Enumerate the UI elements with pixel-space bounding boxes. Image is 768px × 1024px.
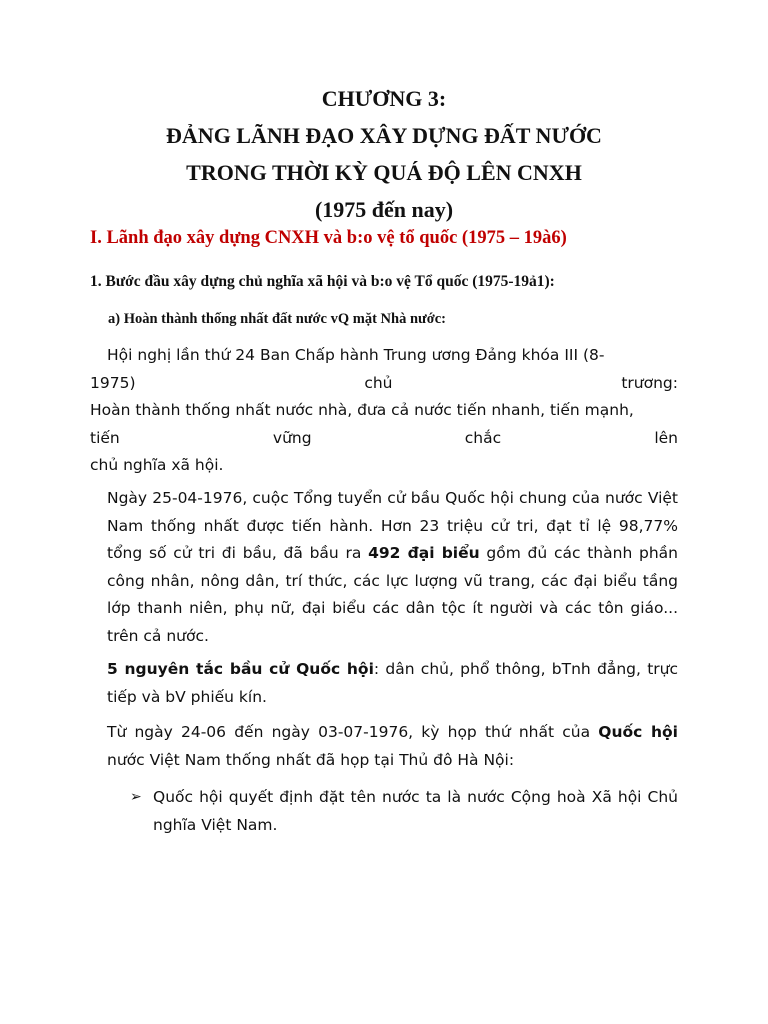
chapter-title-line1: CHƯƠNG 3:: [321, 86, 447, 111]
paragraph-1-line-1: Hội nghị lần thứ 24 Ban Chấp hành Trung ương Đảng khóa III (8-: [107, 346, 605, 364]
paragraph-1-line-4: [90, 425, 678, 453]
word: lên: [654, 428, 678, 447]
paragraph-2-text-a: Ngày 25-04-1976, cuộc Tổng tuyển cử bầu Quốc hội chung của nước Việt Nam thống nhất được tiến hành. Hơn 23 triệu cử tri, đạt tỉ lệ 98,77% tổng số cử tri đi bầu, đã bầu ra: [107, 489, 678, 562]
word: chắc: [464, 428, 502, 447]
paragraph-1-line-3: Hoàn thành thống nhất nước nhà, đưa cả nước tiến nhanh, tiến mạnh,: [90, 401, 634, 419]
word: trương:: [621, 373, 678, 392]
paragraph-3-bold: 5 nguyên tắc bầu cử Quốc hội: [107, 660, 374, 678]
chapter-title-line4: (1975 đến nay): [314, 197, 454, 222]
bullet-text: Quốc hội quyết định đặt tên nước ta là nước Cộng hoà Xã hội Chủ nghĩa Việt Nam.: [153, 788, 678, 834]
arrow-bullet-icon: ➢: [130, 789, 142, 805]
word: vững: [272, 428, 312, 447]
paragraph-2: [90, 485, 678, 650]
word: tiến: [90, 428, 120, 447]
paragraph-4-bold: Quốc hội: [598, 723, 678, 741]
chapter-title: [0, 80, 768, 228]
paragraph-1: [90, 342, 678, 480]
section-heading: I. Lãnh đạo xây dựng CNXH và b:o vệ tổ quốc (1975 – 19à6): [90, 228, 567, 248]
paragraph-2-text-b: gồm đủ các thành phần công nhân, nông dân, trí thức, các lực lượng vũ trang, các đại biểu tầng lớp thanh niên, phụ nữ, đại biểu các dân tộc ít người và các tôn giáo... trên cả nước.: [107, 544, 678, 645]
word: 1975): [90, 373, 136, 392]
paragraph-3: [90, 656, 678, 711]
paragraph-1-line-5: chủ nghĩa xã hội.: [90, 456, 224, 474]
paragraph-3-text: : dân chủ, phổ thông, bTnh đẳng, trực tiếp và bV phiếu kín.: [107, 660, 678, 706]
subsubsection-heading: a) Hoàn thành thống nhất đất nước vQ mặt Nhà nước:: [108, 311, 447, 327]
chapter-title-line2: ĐẢNG LÃNH ĐẠO XÂY DỰNG ĐẤT NƯỚC: [166, 123, 602, 148]
subsection-heading: 1. Bước đầu xây dựng chủ nghĩa xã hội và b:o vệ Tổ quốc (1975-19ả1):: [90, 273, 555, 290]
paragraph-4-text-b: nước Việt Nam thống nhất đã họp tại Thủ đô Hà Nội:: [107, 750, 515, 769]
paragraph-1-line-2: [90, 370, 678, 398]
paragraph-4: [90, 719, 678, 774]
word: chủ: [364, 373, 393, 392]
chapter-title-line3: TRONG THỜI KỲ QUÁ ĐỘ LÊN CNXH: [186, 160, 582, 185]
paragraph-2-bold: 492 đại biểu: [368, 544, 480, 562]
paragraph-4-text-a: Từ ngày 24-06 đến ngày 03-07-1976, kỳ họp thứ nhất của: [107, 723, 599, 741]
